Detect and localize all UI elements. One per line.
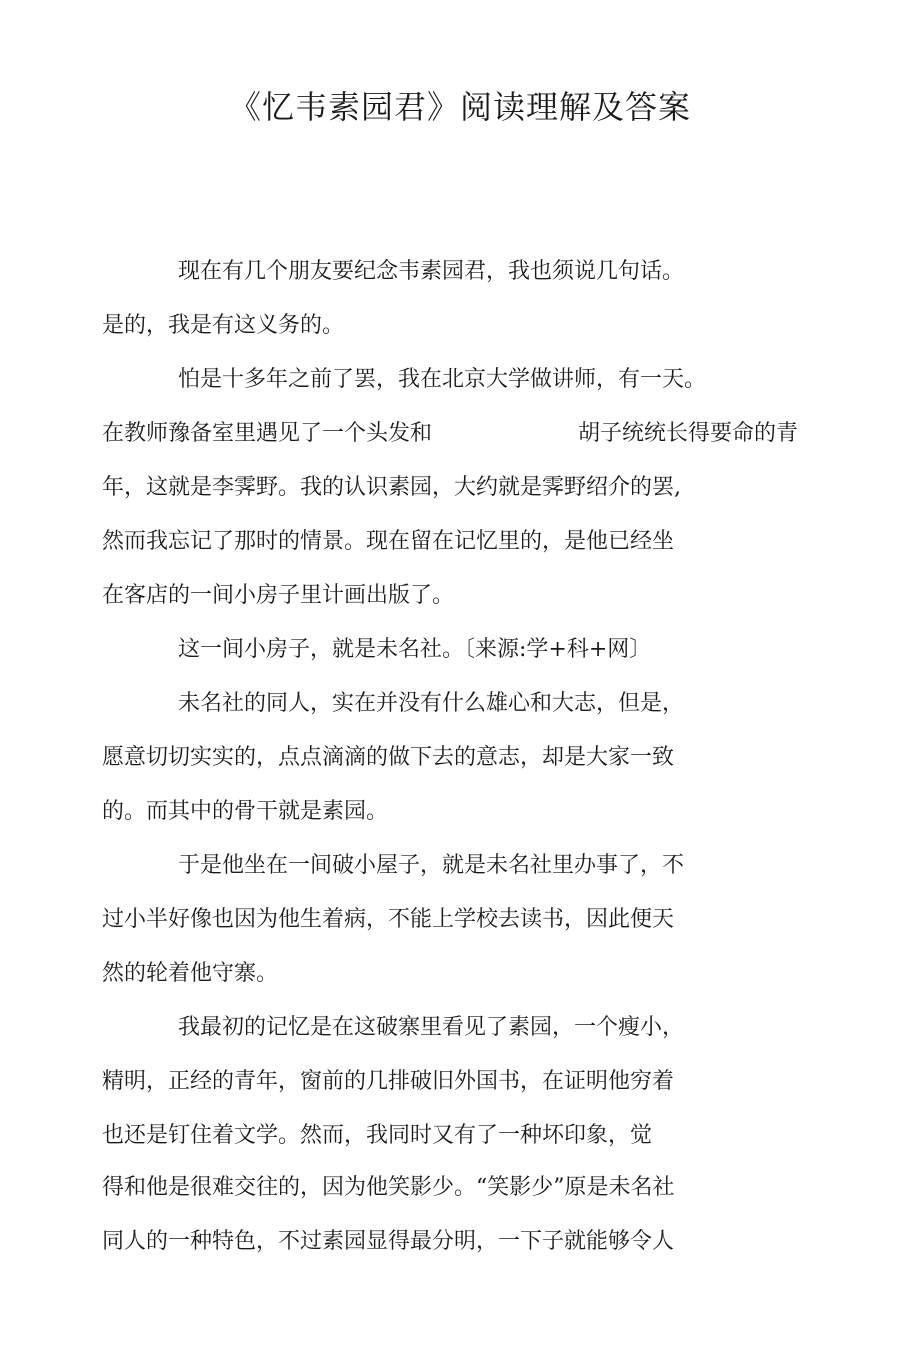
paragraph-line: 愿意切切实实的，点点滴滴的做下去的意志，却是大家一致	[102, 745, 675, 770]
paragraph-line: 的。而其中的骨干就是素园。	[102, 799, 389, 824]
paragraph-line: 也还是钉住着文学。然而，我同时又有了一种坏印象，觉	[102, 1123, 653, 1148]
paragraph-line: 怕是十多年之前了罢，我在北京大学做讲师，有一天。	[178, 367, 707, 392]
paragraph-line: 胡子统统长得要命的青	[578, 421, 799, 446]
paragraph-line: 于是他坐在一间破小屋子，就是未名社里办事了，不	[178, 853, 685, 878]
paragraph-line: 这一间小房子，就是未名社。〔来源:学+科+网〕	[178, 637, 652, 662]
document-title: 《忆韦素园君》阅读理解及答案	[228, 88, 691, 126]
paragraph-line: 精明，正经的青年，窗前的几排破旧外国书，在证明他穷着	[102, 1069, 675, 1094]
paragraph-line: 我最初的记忆是在这破寨里看见了素园，一个瘦小，	[178, 1015, 685, 1040]
paragraph-line: 年，这就是李霁野。我的认识素园，大约就是霁野绍介的罢,	[102, 475, 681, 500]
paragraph-line: 同人的一种特色，不过素园显得最分明，一下子就能够令人	[102, 1229, 675, 1254]
paragraph-line: 在客店的一间小房子里计画出版了。	[102, 583, 455, 608]
paragraph-line: 现在有几个朋友要纪念韦素园君，我也须说几句话。	[178, 259, 685, 284]
paragraph-line: 得和他是很难交往的，因为他笑影少。“笑影少”原是未名社	[102, 1175, 675, 1200]
paragraph-line: 然而我忘记了那时的情景。现在留在记忆里的，是他已经坐	[102, 529, 675, 554]
paragraph-line: 是的，我是有这义务的。	[102, 313, 345, 338]
paragraph-line: 未名社的同人，实在并没有什么雄心和大志，但是，	[178, 691, 685, 716]
paragraph-line: 然的轮着他守寨。	[102, 961, 279, 986]
paragraph-line: 在教师豫备室里遇见了一个头发和	[102, 421, 433, 446]
paragraph-line: 过小半好像也因为他生着病，不能上学校去读书，因此便天	[102, 907, 675, 932]
